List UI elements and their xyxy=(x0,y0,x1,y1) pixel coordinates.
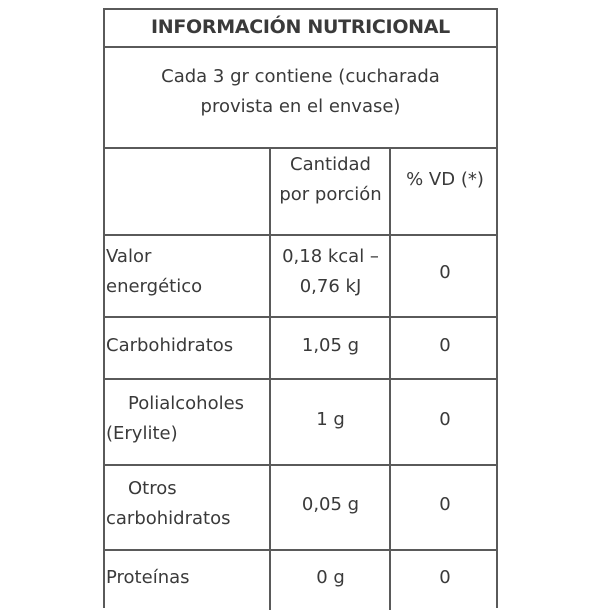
header-amount-line-1: Cantidad xyxy=(290,154,371,175)
nutrient-amount xyxy=(271,242,390,302)
nutrient-name-line-2: (Erylite) xyxy=(106,423,178,444)
header-bottom-divider xyxy=(105,234,496,236)
header-top-divider xyxy=(105,147,496,149)
nutrient-amount: 0 g xyxy=(316,567,345,588)
nutrient-name-line-2: carbohidratos xyxy=(106,508,231,529)
nutrient-amount-line-1: 0,18 kcal – xyxy=(282,246,379,267)
column-divider xyxy=(389,147,391,610)
nutrient-daily-value: 0 xyxy=(439,409,451,430)
nutrient-name: Carbohidratos xyxy=(106,335,234,356)
nutrient-amount: 0,05 g xyxy=(301,494,360,515)
nutrient-amount: 1,05 g xyxy=(301,335,360,356)
nutrition-facts-table xyxy=(103,8,498,608)
nutrient-name: Proteínas xyxy=(106,567,190,588)
nutrient-name xyxy=(106,474,270,534)
nutrient-name-line-1: Polialcoholes xyxy=(128,393,245,414)
nutrient-amount: 1 g xyxy=(316,409,345,430)
serving-description xyxy=(105,62,496,122)
serving-description-line-2: provista en el envase) xyxy=(200,96,401,117)
nutrient-daily-value: 0 xyxy=(439,494,451,515)
header-daily-value: % VD (*) xyxy=(406,169,484,190)
serving-description-line-1: Cada 3 gr contiene (cucharada xyxy=(161,66,440,87)
row-divider xyxy=(105,316,496,318)
nutrient-daily-value: 0 xyxy=(439,335,451,356)
nutrient-name-line-1: Valor xyxy=(106,246,152,267)
row-divider xyxy=(105,549,496,551)
nutrient-daily-value: 0 xyxy=(439,262,451,283)
nutrient-name-line-1: Otros xyxy=(128,478,177,499)
column-divider xyxy=(269,147,271,610)
row-divider xyxy=(105,378,496,380)
nutrient-name xyxy=(106,389,270,449)
table-title: INFORMACIÓN NUTRICIONAL xyxy=(151,16,450,38)
nutrient-daily-value: 0 xyxy=(439,567,451,588)
nutrient-amount-line-2: 0,76 kJ xyxy=(299,276,362,297)
nutrient-name xyxy=(106,242,270,302)
row-divider xyxy=(105,464,496,466)
header-amount-line-2: por porción xyxy=(279,184,382,205)
nutrient-name-line-2: energético xyxy=(106,276,203,297)
title-divider xyxy=(105,46,496,48)
header-amount xyxy=(271,150,390,210)
